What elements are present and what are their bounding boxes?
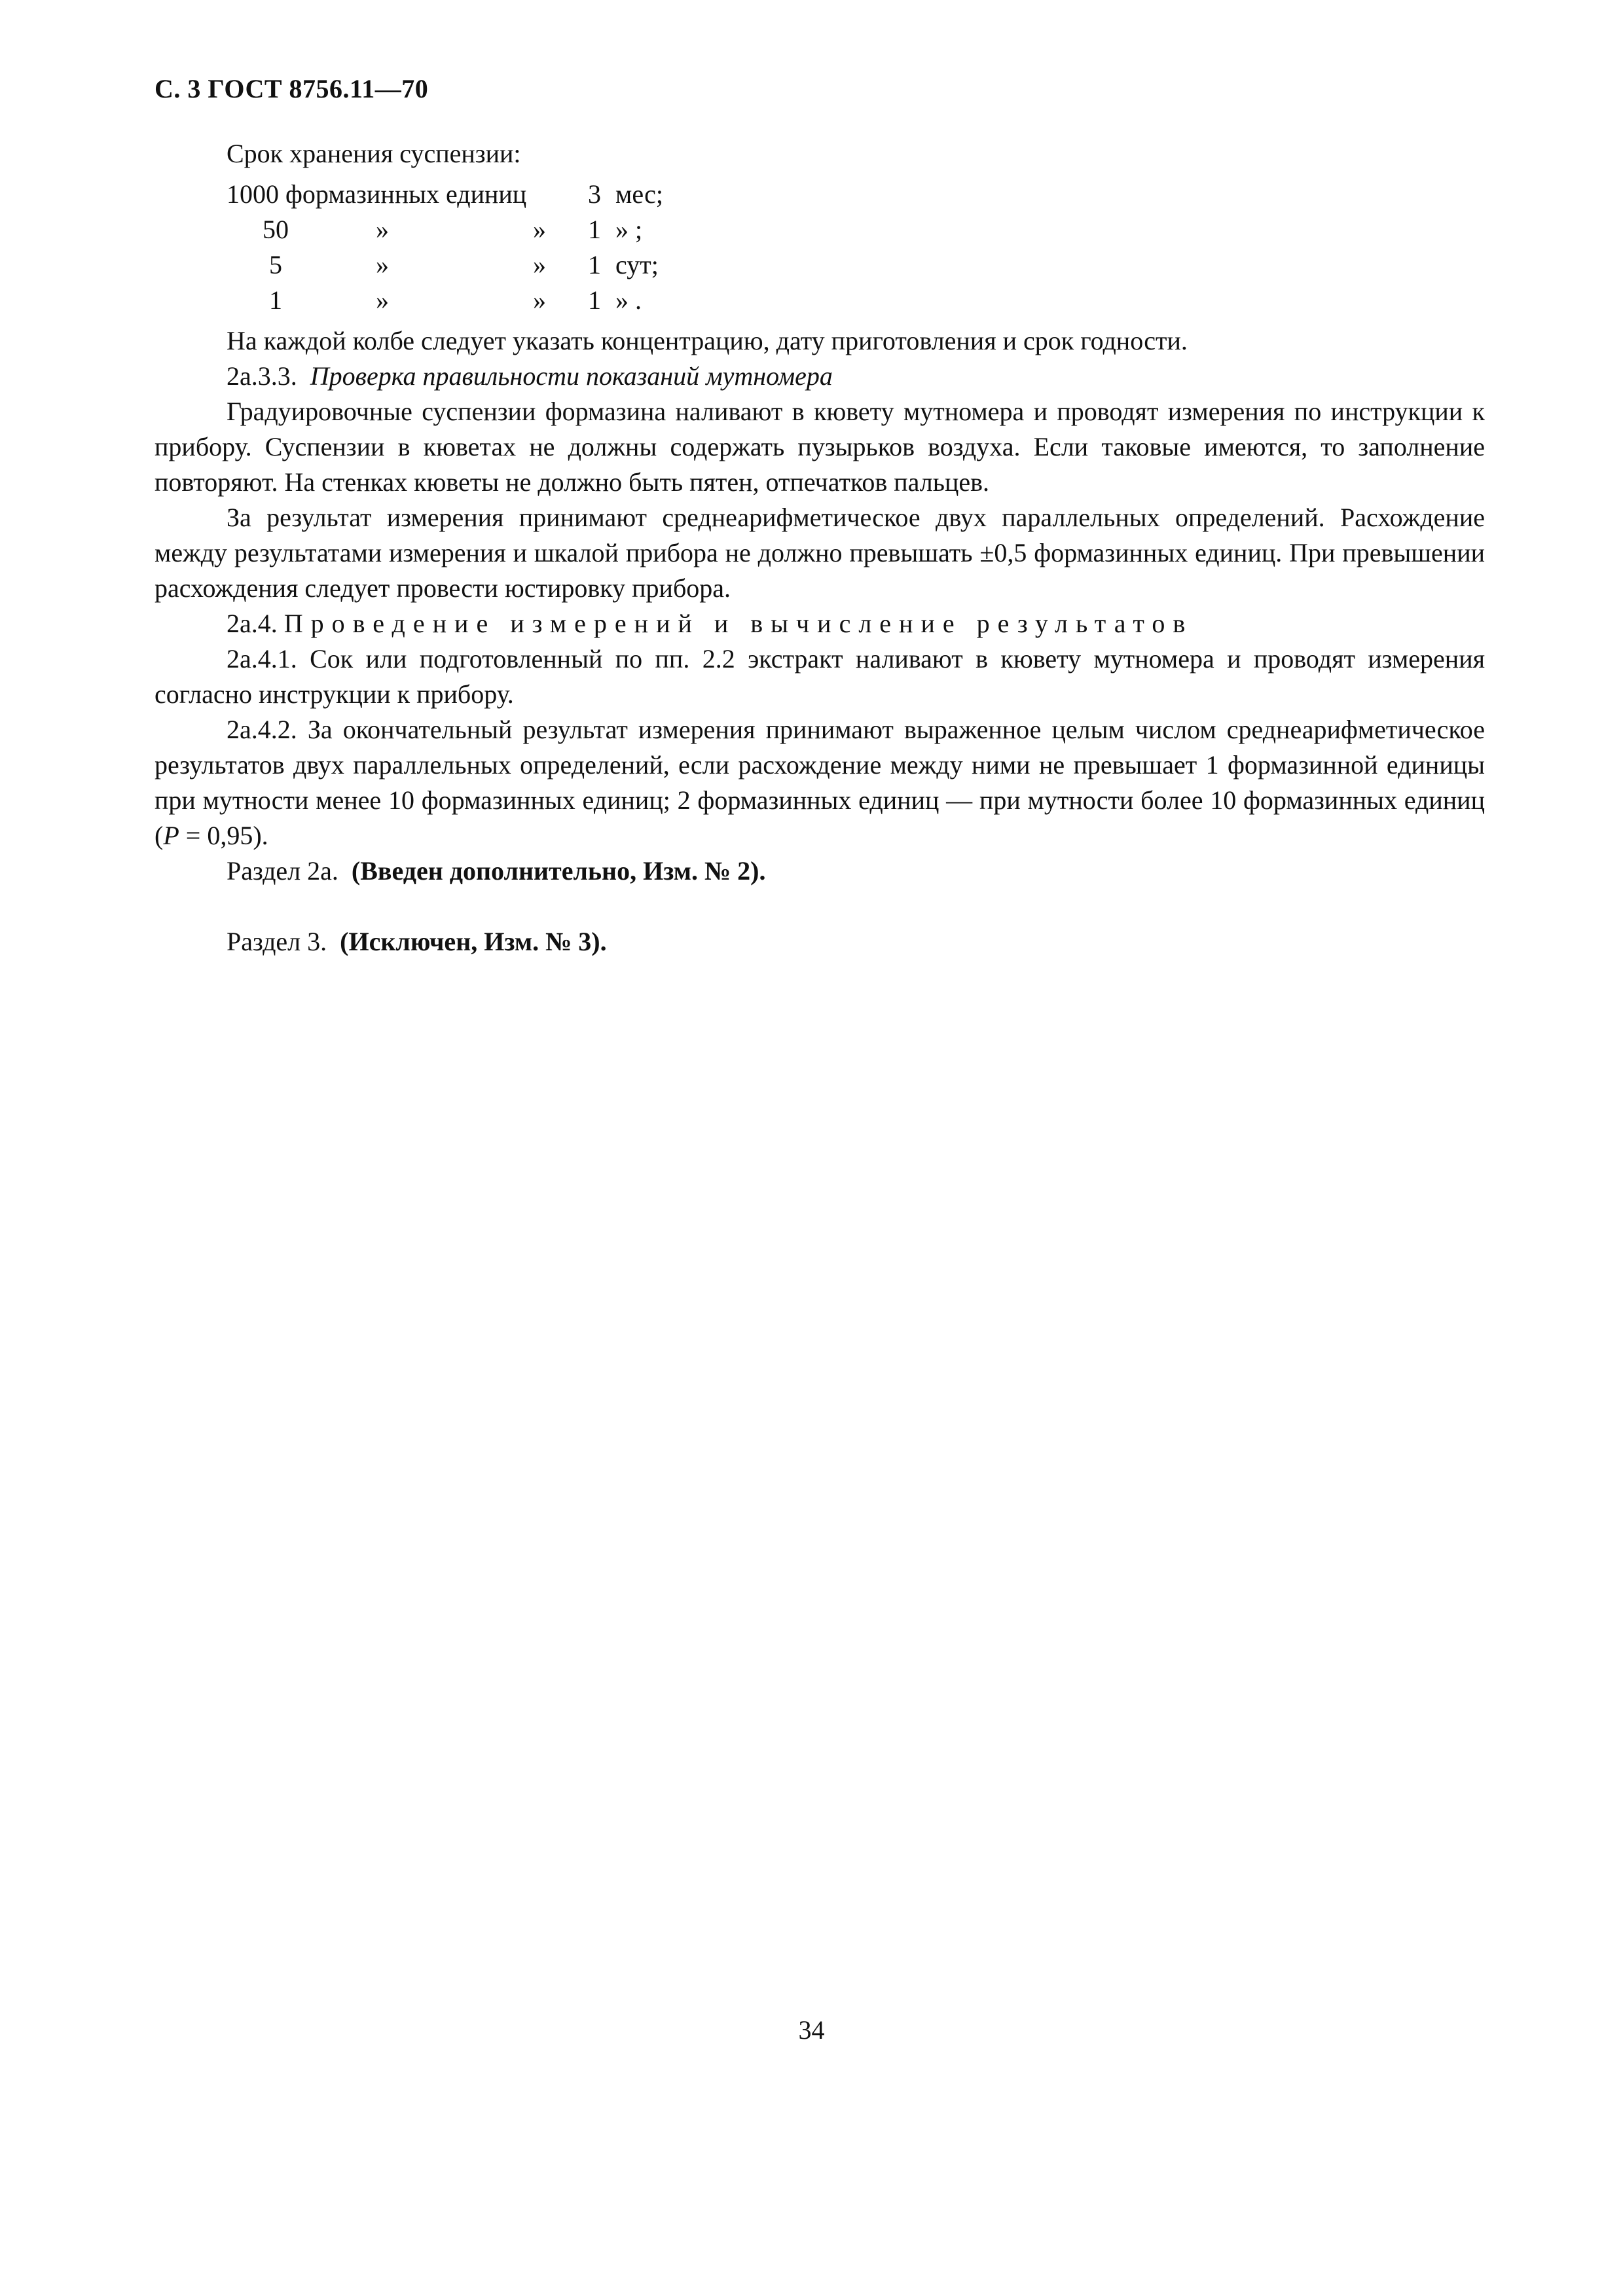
page-header: С. 3 ГОСТ 8756.11—70 [155,74,429,103]
section-2a33-heading [155,359,1485,394]
storage-value: 1 [588,215,601,244]
storage-value: 1 [588,250,601,279]
amendment-note: (Введен дополнительно, Изм. № 2). [351,856,766,886]
storage-ditto: » [376,250,389,279]
storage-value: 1 [588,285,601,315]
section-label: Раздел 2а. [227,856,338,886]
storage-ditto: » [376,285,389,315]
storage-amount: 1 [269,285,282,315]
storage-value: 3 [588,179,601,209]
section-number: 2а.3.3. [227,361,297,391]
section-3-note [155,924,1485,960]
section-2a4-heading [155,606,1485,641]
section-title: Проверка правильности показаний мутномера [310,361,833,391]
probability-symbol: P [163,821,179,850]
section-2a41-paragraph: 2а.4.1. Сок или подготовленный по пп. 2.2 экстракт наливают в кювету мутномера и проводят измерения согласно инструкции к прибору. [155,644,1485,709]
storage-ditto: » [533,250,546,279]
storage-ditto: » [533,215,546,244]
section-label: Раздел 3. [227,927,327,956]
section-2a42-text-end: = 0,95). [179,821,268,850]
storage-amount: 50 [263,215,289,244]
storage-unit: » . [615,285,642,315]
storage-row [227,177,1485,212]
storage-row [227,247,1485,283]
calibration-paragraph: Градуировочные суспензии формазина наливают в кювету мутномера и проводят измерения по инструкции к прибору. Суспензии в кюветах не должны содержать пузырьков воздуха. Если таковые имеются, то заполнение повторяют. На стенках кюветы не должно быть пятен, отпечатков пальцев. [155,397,1485,497]
storage-ditto: » [533,285,546,315]
section-2a42-paragraph [155,712,1485,853]
flask-note-paragraph: На каждой колбе следует указать концентрацию, дату приготовления и срок годности. [227,326,1188,355]
storage-ditto: » [376,215,389,244]
storage-table [227,177,1485,318]
storage-heading: Срок хранения суспензии: [227,139,521,168]
storage-amount: 5 [269,250,282,279]
storage-unit: мес; [615,179,663,209]
page-number: 34 [798,2015,825,2045]
section-2a42-text: 2а.4.2. За окончательный результат измерения принимают выраженное целым числом среднеарифметическое результатов двух параллельных определений, если расхождение между ними не превышает 1 формазинной единицы при мутности менее 10 формазинных единиц; 2 формазинных единиц — при мутности более 10 формазинных единиц ( [155,715,1485,850]
storage-row [227,212,1485,247]
storage-unit: сут; [615,250,659,279]
section-2a-note [155,853,1485,889]
section-number: 2а.4. [227,609,278,638]
amendment-note: (Исключен, Изм. № 3). [340,927,607,956]
document-body [155,136,1485,960]
result-paragraph: За результат измерения принимают среднеарифметическое двух параллельных определений. Расхождение между результатами измерения и шкалой прибора не должно превышать ±0,5 формазинных единиц. При превышении расхождения следует провести юстировку прибора. [155,503,1485,603]
section-title: Проведение измерений и вычисление результатов [283,609,1194,638]
storage-unit: » ; [615,215,643,244]
storage-row [227,283,1485,318]
storage-amount: 1000 формазинных единиц [227,179,527,209]
spacer [155,889,1485,924]
